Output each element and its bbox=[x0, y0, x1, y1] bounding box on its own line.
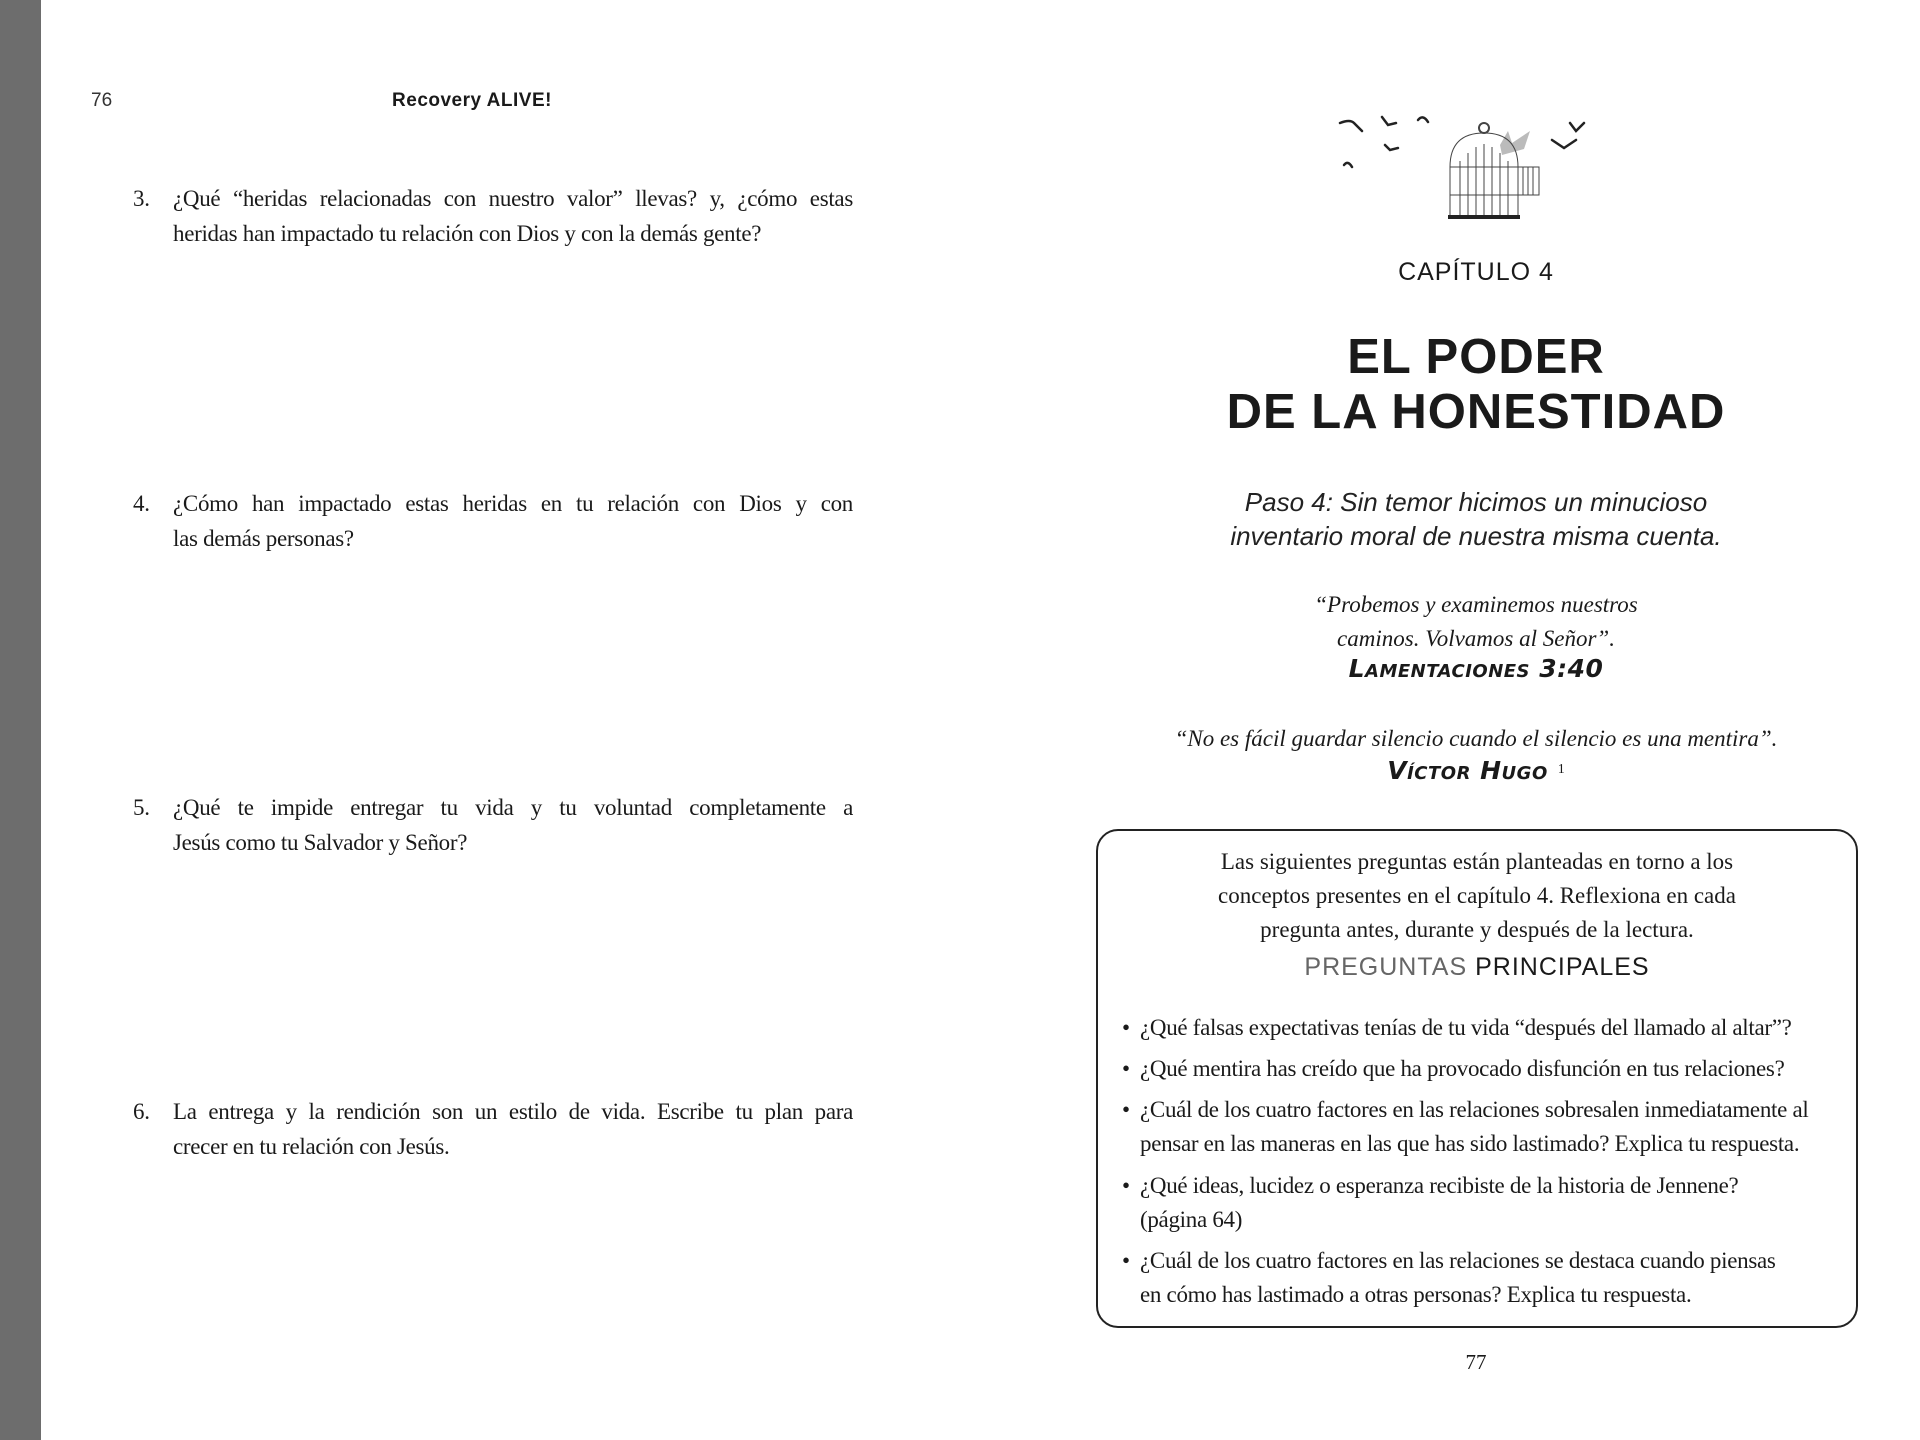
question-line: las demás personas? bbox=[173, 526, 354, 551]
bird-icon bbox=[1552, 140, 1576, 148]
step-statement bbox=[1096, 485, 1856, 553]
question-number: 3. bbox=[133, 186, 150, 211]
bullet-line: ¿Qué falsas expectativas tenías de tu vida “después del llamado al altar”? bbox=[1140, 1015, 1792, 1040]
question-line: crecer en tu relación con Jesús. bbox=[173, 1134, 450, 1159]
question-line: heridas han impactado tu relación con Dios y con la demás gente? bbox=[173, 221, 762, 246]
title-line: EL PODER bbox=[1347, 330, 1605, 384]
step-line: Paso 4: Sin temor hicimos un minucioso bbox=[1244, 487, 1708, 517]
cage-base bbox=[1448, 215, 1520, 219]
bullet-line: ¿Qué ideas, lucidez o esperanza recibiste de la historia de Jennene? bbox=[1140, 1173, 1739, 1198]
bird-icon bbox=[1385, 145, 1398, 150]
chapter-title bbox=[1096, 330, 1856, 440]
bird-icon bbox=[1344, 163, 1352, 167]
quote-line: “Probemos y examinemos nuestros bbox=[1314, 592, 1638, 617]
bullet-line: ¿Cuál de los cuatro factores en las relaciones se destaca cuando piensas bbox=[1140, 1248, 1776, 1273]
bird-icon bbox=[1418, 117, 1428, 122]
question-line: ¿Qué te impide entregar tu vida y tu voluntad completamente a bbox=[173, 795, 853, 820]
chapter-label: CAPÍTULO 4 bbox=[1398, 258, 1554, 286]
question-number: 6. bbox=[133, 1099, 150, 1124]
question-line: Jesús como tu Salvador y Señor? bbox=[173, 830, 468, 855]
question-line: La entrega y la rendición son un estilo de vida. Escribe tu plan para bbox=[173, 1099, 853, 1124]
bullet-line: en cómo has lastimado a otras personas? Explica tu respuesta. bbox=[1140, 1282, 1692, 1307]
heading-light: PREGUNTAS bbox=[1304, 953, 1468, 981]
step-line: inventario moral de nuestra misma cuenta. bbox=[1230, 521, 1722, 551]
intro-line: pregunta antes, durante y después de la lectura. bbox=[1260, 917, 1694, 942]
quote-attribution bbox=[1096, 756, 1856, 785]
heading-bold: PRINCIPALES bbox=[1475, 953, 1650, 981]
box-heading bbox=[1098, 953, 1856, 982]
intro-line: Las siguientes preguntas están planteadas en torno a los bbox=[1220, 849, 1734, 874]
bird-icon bbox=[1382, 117, 1396, 125]
running-head: Recovery ALIVE! bbox=[392, 90, 552, 111]
bullet-line: ¿Cuál de los cuatro factores en las relaciones sobresalen inmediatamente al bbox=[1140, 1097, 1809, 1122]
dove-icon bbox=[1500, 131, 1530, 155]
question-line: ¿Cómo han impactado estas heridas en tu relación con Dios y con bbox=[173, 491, 853, 516]
page-gutter bbox=[0, 0, 41, 1440]
hugo-quote: “No es fácil guardar silencio cuando el silencio es una mentira”. bbox=[1174, 726, 1778, 751]
bird-icon bbox=[1340, 121, 1362, 131]
bullet-line: ¿Qué mentira has creído que ha provocado disfunción en tus relaciones? bbox=[1140, 1056, 1785, 1081]
title-line: DE LA HONESTIDAD bbox=[1226, 385, 1726, 439]
question-number: 4. bbox=[133, 491, 150, 516]
page-number-right: 77 bbox=[1465, 1350, 1487, 1374]
bullet-line: pensar en las maneras en las que has sido lastimado? Explica tu respuesta. bbox=[1140, 1131, 1800, 1156]
birdcage-illustration bbox=[1330, 95, 1630, 225]
scripture-quote bbox=[1096, 588, 1856, 656]
page-number-left: 76 bbox=[91, 90, 113, 111]
question-line: ¿Qué “heridas relacionadas con nuestro valor” llevas? y, ¿cómo estas bbox=[173, 186, 853, 211]
quote-line: caminos. Volvamos al Señor”. bbox=[1337, 626, 1615, 651]
bullet-line: (página 64) bbox=[1140, 1207, 1243, 1232]
key-questions-box: Las siguientes preguntas están planteadas en torno a los conceptos presentes en el capítulo 4. Reflexiona en cada pregunta antes, durante y después de la lectura. PREGUNTAS PRINCIPALES • ¿Qué falsas expectativas tenías de tu vida “después del llamado al altar”? • ¿Qué mentira has creído que ha provocado disfunción en tus relaciones? • ¿Cuál de los cuatro factores en las relaciones sobresalen inmediatamente al pensar en las maneras en las que has sido lastimado? Explica tu respuesta. • ¿Qué ideas, lucidez o esperanza recibiste de la historia de Jennene? (página 64) • ¿Cuál de los cuatro factores en las relaciones se destaca cuando piensas en cómo has lastimado a otras personas? Explica tu respuesta. bbox=[1096, 829, 1858, 1328]
box-intro bbox=[1098, 845, 1856, 947]
question-number: 5. bbox=[133, 795, 150, 820]
intro-line: conceptos presentes en el capítulo 4. Reflexiona en cada bbox=[1218, 883, 1736, 908]
bird-icon bbox=[1570, 123, 1584, 131]
footnote-marker: 1 bbox=[1557, 761, 1565, 777]
attribution-name: Víctor Hugo bbox=[1387, 756, 1548, 785]
scripture-reference: Lamentaciones 3:40 bbox=[1348, 654, 1604, 683]
